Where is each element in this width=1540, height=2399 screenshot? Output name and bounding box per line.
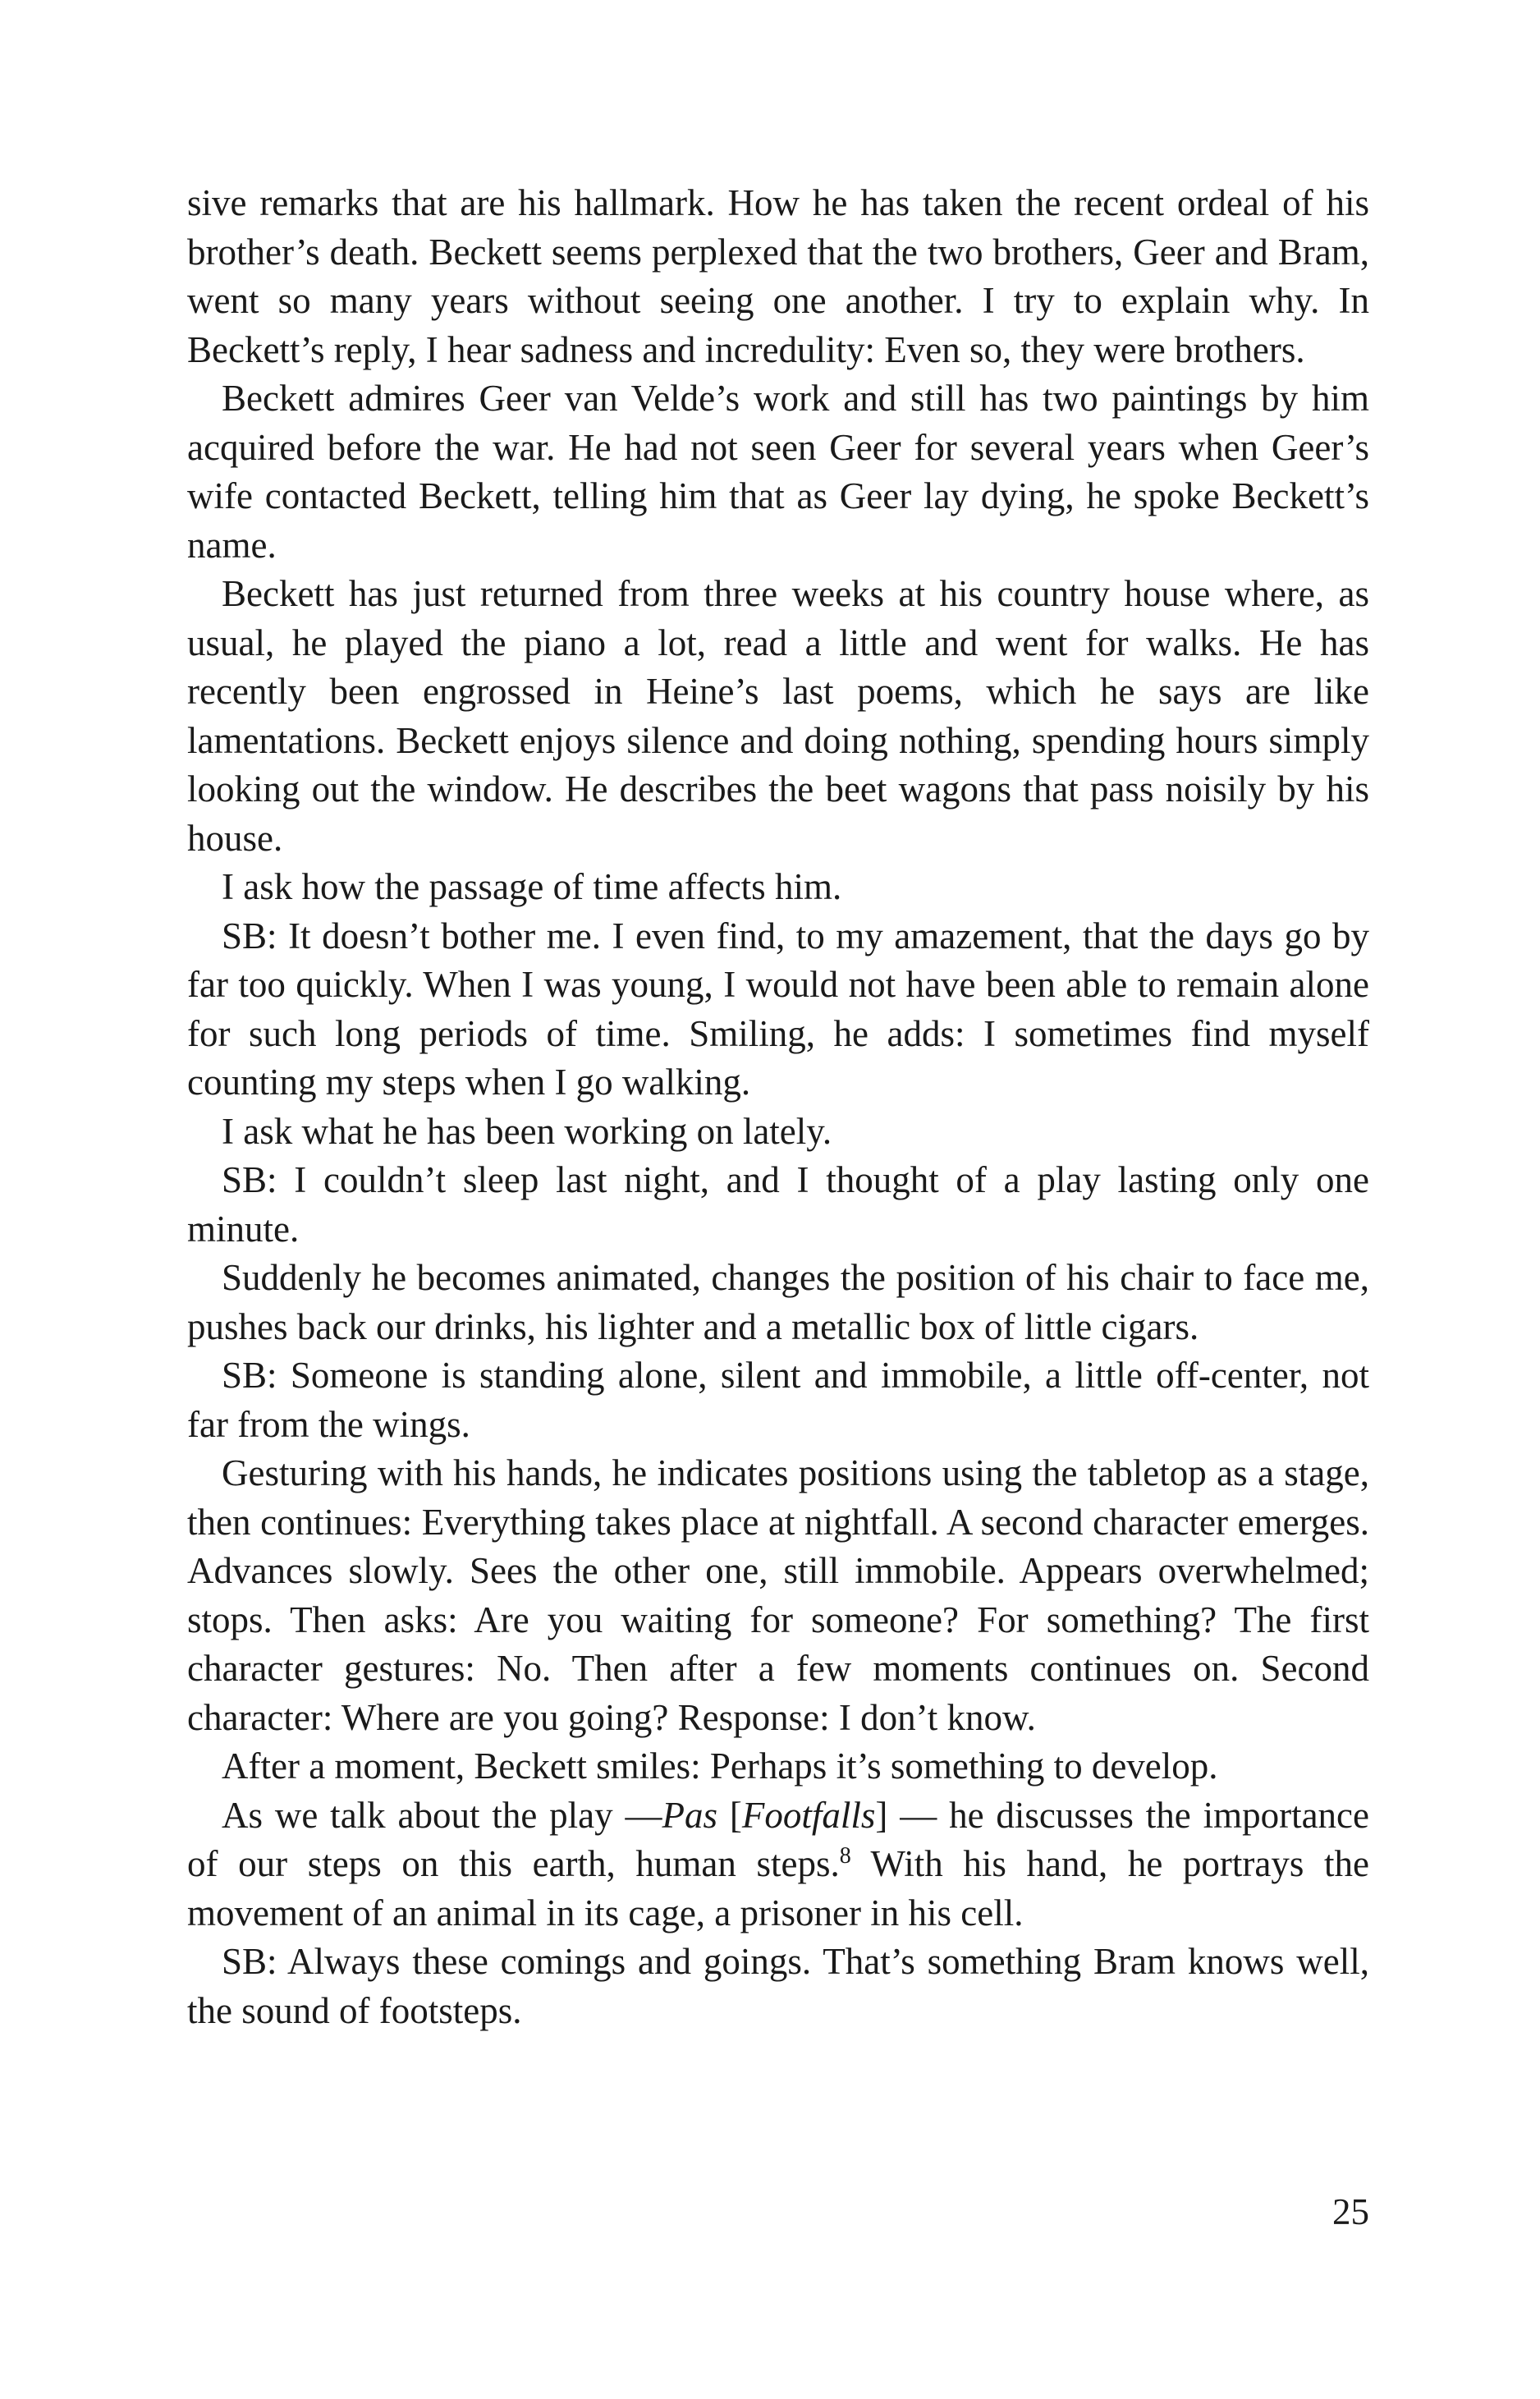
play-title-english: Footfalls [741, 1794, 876, 1836]
paragraph: I ask how the passage of time affects him. [222, 866, 842, 907]
paragraph: Beckett has just returned from three weeks at his country house where, as usual, he played the piano a lot, read a little and went for walks. He has recently been engrossed in Heine’s last poems, which he says are like lamentations. Beckett enjoys silence and doing nothing, spending hours simply looking out the window. He describes the beet wagons that pass noisily by his house. [187, 573, 1369, 859]
paragraph: Suddenly he becomes animated, changes the position of his chair to face me, pushes back our drinks, his lighter and a metallic box of little cigars. [187, 1257, 1369, 1347]
page-body [187, 179, 1369, 2035]
dialogue-paragraph: SB: I couldn’t sleep last night, and I thought of a play lasting only one minute. [187, 1159, 1369, 1250]
speaker-label: SB [222, 1159, 268, 1200]
speaker-label: SB [222, 1941, 268, 1982]
speaker-label: SB [222, 1355, 268, 1396]
play-title-french: Pas [662, 1794, 718, 1836]
dialogue-paragraph: SB: It doesn’t bother me. I even find, to my amazement, that the days go by far too quickly. When I was young, I would not have been able to remain alone for such long periods of time. Smiling, he adds: I sometimes find myself counting my steps when I go walking. [187, 915, 1369, 1103]
paragraph: sive remarks that are his hallmark. How he has taken the recent ordeal of his brother’s death. Beckett seems perplexed that the two brothers, Geer and Bram, went so many years without seeing one another. I try to explain why. In Beckett’s reply, I hear sadness and incredulity: Even so, they were brothers. [187, 182, 1369, 370]
paragraph: I ask what he has been working on lately. [222, 1110, 832, 1152]
page-number: 25 [1332, 2191, 1369, 2232]
speaker-label: SB [222, 915, 268, 956]
paragraph: As we talk about the play —Pas [Footfalls] — he discusses the importance of our steps on this earth, human steps.$^8$ With his hand, he portrays the movement of an animal in its cage, a prisoner in his cell. [187, 1794, 1369, 1933]
footnote-marker[interactable]: 8 [839, 1843, 851, 1869]
paragraph: After a moment, Beckett smiles: Perhaps it’s something to develop. [222, 1745, 1218, 1787]
paragraph: Beckett admires Geer van Velde’s work and still has two paintings by him acquired before the war. He had not seen Geer for several years when Geer’s wife contacted Beckett, telling him that as Geer lay dying, he spoke Beckett’s name. [187, 378, 1369, 566]
paragraph: Gesturing with his hands, he indicates positions using the tabletop as a stage, then continues: Everything takes place at nightfall. A second character emerges. Advances slowly. Sees the other one, still immobile. Appears overwhelmed; stops. Then asks: Are you waiting for someone? For something? The first character gestures: No. Then after a few moments continues on. Second character: Where are you going? Response: I don’t know. [187, 1452, 1369, 1738]
dialogue-paragraph: SB: Always these comings and goings. That’s something Bram knows well, the sound of footsteps. [187, 1941, 1369, 2031]
dialogue-paragraph: SB: Someone is standing alone, silent and immobile, a little off-center, not far from the wings. [187, 1355, 1369, 1445]
